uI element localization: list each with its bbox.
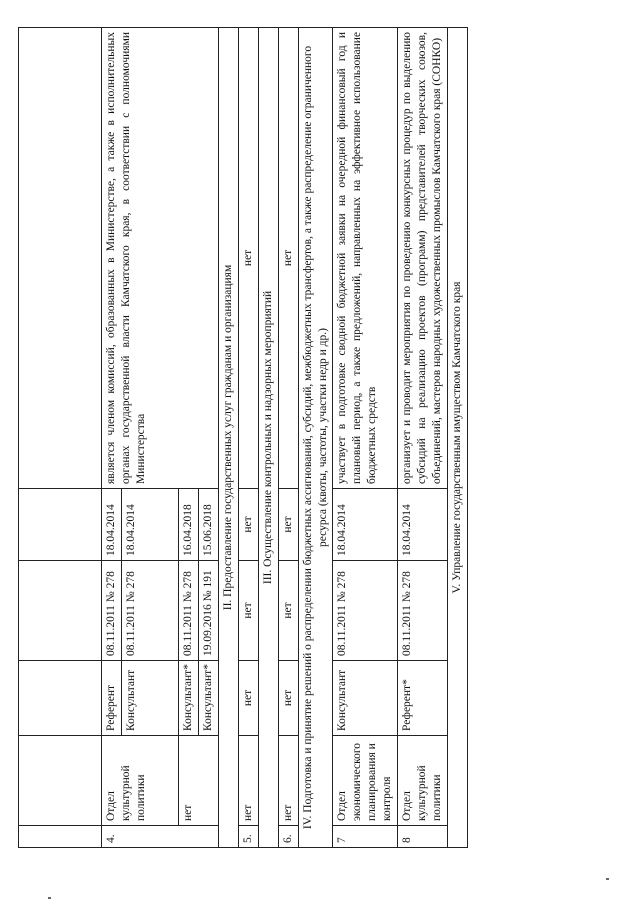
department-cell: нет — [178, 736, 218, 826]
functions-description: участвует в подготовке сводной бюджетной заявки на очередной финансовый год и плановый период, а также предложений, направленных на эффективное использование бюджетных средств — [333, 28, 398, 489]
blank-cell — [19, 561, 102, 661]
legal-act-cell: 08.11.2011 № 278 — [178, 561, 198, 661]
table-row-8 — [398, 28, 448, 848]
section-heading-2: II. Предоставление государственных услуг гражданам и организациям — [218, 28, 238, 848]
functions-description: организует и проводит мероприятия по проведению конкурсных процедур по выделению субсидий на реализацию проектов (программ) представителей творческих союзов, объединений, мастеров народных художественных промыслов Камчатского края (СОНКО) — [398, 28, 448, 489]
date-cell: 18.04.2014 — [102, 489, 122, 561]
section-heading-row — [448, 28, 468, 848]
functions-description: является членом комиссий, образованных в Министерстве, а также в исполнительных органах государственной власти Камчатского края, в соответствии с полномочиями Министерства — [102, 28, 219, 489]
position-cell: нет — [278, 661, 298, 736]
position-cell: Консультант* — [178, 661, 198, 736]
section-heading-row — [258, 28, 278, 848]
date-cell: 18.04.2014 — [333, 489, 398, 561]
legal-act-cell: 08.11.2011 № 278 — [102, 561, 122, 661]
legal-act-cell: нет — [278, 561, 298, 661]
blank-cell — [19, 28, 102, 489]
legal-act-cell: 08.11.2011 № 278 — [333, 561, 398, 661]
scan-artifact — [606, 878, 609, 880]
date-cell: 15.06.2018 — [198, 489, 218, 561]
row-number: 7 — [333, 826, 398, 848]
department-cell: Отдел культурной политики — [102, 736, 179, 826]
functions-description: нет — [238, 28, 258, 489]
functions-description: нет — [278, 28, 298, 489]
section-heading-5: V. Управление государственным имуществом Камчатского края — [448, 28, 468, 848]
date-cell: 18.04.2014 — [121, 489, 178, 561]
legal-act-cell: 19.09.2016 № 191 — [198, 561, 218, 661]
legal-act-cell: 08.11.2011 № 278 — [398, 561, 448, 661]
department-cell: Отдел культурной политики — [398, 736, 448, 826]
blank-cell — [19, 489, 102, 561]
date-cell: 18.04.2014 — [398, 489, 448, 561]
department-cell: Отдел экономического планирования и контроля — [333, 736, 398, 826]
position-cell: Референт — [102, 661, 122, 736]
section-heading-row — [298, 28, 333, 848]
blank-cell — [19, 661, 102, 736]
blank-cell — [19, 736, 102, 826]
position-cell: Консультант — [121, 661, 178, 736]
table-row-6 — [278, 28, 298, 848]
department-cell: нет — [278, 736, 298, 826]
row-number: 6. — [278, 826, 298, 848]
section-heading-4: IV. Подготовка и принятие решений о распределении бюджетных ассигнований, субсидий, межбюджетных трансфертов, а также распределение ограниченного ресурса (квоты, частоты, участки недр и др.) — [298, 28, 333, 848]
table-row-7 — [333, 28, 398, 848]
legal-act-cell: 08.11.2011 № 278 — [121, 561, 178, 661]
position-cell: Консультант* — [198, 661, 218, 736]
table-row-5 — [238, 28, 258, 848]
scan-artifact — [48, 897, 51, 899]
date-cell: нет — [278, 489, 298, 561]
position-cell: Консультант — [333, 661, 398, 736]
corruption-risk-positions-table — [18, 27, 468, 848]
table-row-4a — [102, 28, 122, 848]
position-cell: нет — [238, 661, 258, 736]
date-cell: 16.04.2018 — [178, 489, 198, 561]
section-heading-row — [218, 28, 238, 848]
row-number: 5. — [238, 826, 258, 848]
position-cell: Референт* — [398, 661, 448, 736]
row-number: 8 — [398, 826, 448, 848]
blank-cell — [19, 826, 102, 848]
legal-act-cell: нет — [238, 561, 258, 661]
row-number: 4. — [102, 826, 219, 848]
department-cell: нет — [238, 736, 258, 826]
section-heading-3: III. Осуществление контрольных и надзорных мероприятий — [258, 28, 278, 848]
table-row-blank — [19, 28, 102, 848]
date-cell: нет — [238, 489, 258, 561]
